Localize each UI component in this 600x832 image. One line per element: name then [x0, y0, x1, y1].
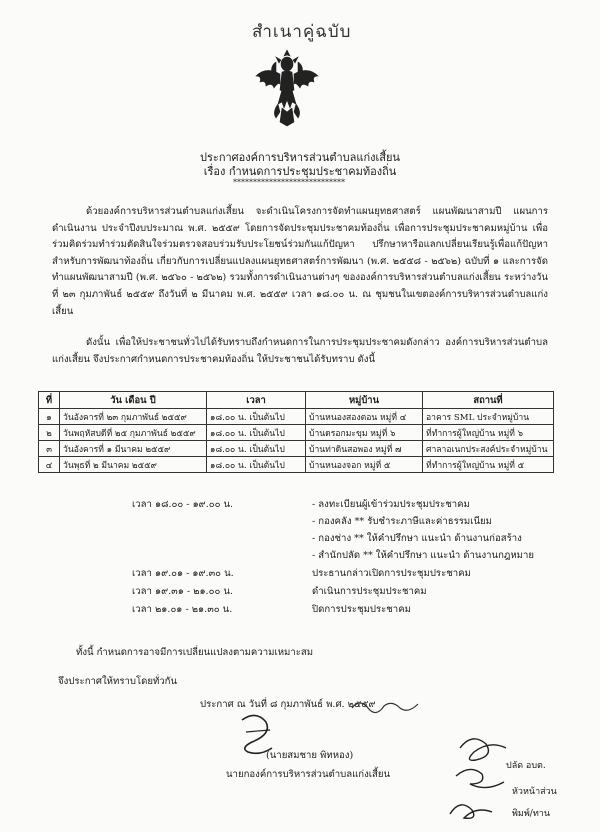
header-cell: หมู่บ้าน [306, 392, 423, 409]
table-cell: บ้านท่าดินสอพอง หมู่ที่ ๗ [306, 441, 423, 457]
signatory-position: นายกองค์การบริหารส่วนตำบลแก่งเสี้ยน [226, 769, 391, 780]
program-time: เวลา ๑๘.๐๐ - ๑๙.๐๐ น. [132, 499, 234, 510]
table-row [39, 441, 554, 457]
program-time: เวลา ๒๑.๐๑ - ๒๑.๓๐ น. [132, 604, 233, 615]
table-cell: ๑๘.๐๐ น. เป็นต้นไป [207, 457, 306, 473]
table-cell: ๑๘.๐๐ น. เป็นต้นไป [207, 409, 306, 425]
signatory-name: (นายสมชาย พิทหอง) [266, 750, 354, 761]
margin-note: พิมพ์/ทาน [512, 809, 550, 819]
table-cell: บ้านดรอกมะขุม หมู่ที่ ๖ [306, 425, 423, 441]
program-item: - ลงทะเบียนผู้เข้าร่วมประชุมประชาคม [312, 499, 470, 510]
heading-divider: **************************** [233, 178, 345, 187]
table-row [39, 457, 554, 473]
table-row [39, 425, 554, 441]
table-cell: ๒ [39, 425, 60, 441]
announced-date: ประกาศ ณ วันที่ ๘ กุมภาพันธ์ พ.ศ. ๒๕๕๙ [200, 699, 376, 710]
announcement-subject: เรื่อง กำหนดการประชุมประชาคมท้องถิ่น [203, 165, 397, 178]
table-cell: ๑๘.๐๐ น. เป็นต้นไป [207, 425, 306, 441]
program-item: - กองช่าง ** ให้คำปรึกษา แนะนำ ด้านงานก่อสร้าง [312, 533, 522, 544]
table-cell: บ้านหนองจอก หมู่ที่ ๕ [306, 457, 423, 473]
table-cell: ๔ [39, 457, 60, 473]
table-cell: ที่ทำการผู้ใหญ่บ้าน หมู่ที่ ๖ [423, 425, 554, 441]
garuda-emblem-icon [252, 46, 322, 130]
header-cell: วัน เดือน ปี [60, 392, 207, 409]
notice-paragraph: ดังนั้น เพื่อให้ประชาชนทั่วไปได้รับทราบถึงกำหนดการในการประชุมประชาคมดังกล่าว องค์การบริหารส่วนตำบลแก่งเสี้ยน จึงประกาศกำหนดการประชาคมท้องถิ่น ให้ประชาชนได้รับทราบ ดังนี้ [52, 337, 548, 365]
table-header-row [39, 392, 554, 409]
table-cell: วันอังคารที่ ๒๓ กุมภาพันธ์ ๒๕๕๙ [60, 409, 207, 425]
program-item: ดำเนินการประชุมประชาคม [312, 586, 427, 597]
table-cell: บ้านหนองสองตอน หมู่ที่ ๔ [306, 409, 423, 425]
schedule-table [38, 391, 554, 473]
program-item: - สำนักปลัด ** ให้คำปรึกษา แนะนำ ด้านงานกฎหมาย [312, 550, 535, 561]
margin-note: หัวหน้าส่วน [512, 787, 557, 797]
date-handwriting-icon [350, 694, 420, 718]
program-item: - กองคลัง ** รับชำระภาษีและค่าธรรมเนียม [312, 516, 492, 527]
header-cell: สถานที่ [423, 392, 554, 409]
copy-stamp: สำเนาคู่ฉบับ [252, 22, 352, 42]
header-cell: เวลา [207, 392, 306, 409]
table-cell: วันพุธที่ ๒ มีนาคม ๒๕๕๙ [60, 457, 207, 473]
table-cell: วันพฤหัสบดีที่ ๒๕ กุมภาพันธ์ ๒๕๕๙ [60, 425, 207, 441]
program-time: เวลา ๑๙.๓๑ - ๒๑.๐๐ น. [132, 586, 233, 597]
table-cell: ศาลาอเนกประสงค์ประจำหมู่บ้าน [423, 441, 554, 457]
closing-note: ทั้งนี้ กำหนดการอาจมีการเปลี่ยนแปลงตามความเหมาะสม [76, 647, 314, 658]
margin-note: ปลัด อบต. [506, 761, 546, 771]
table-cell: ๓ [39, 441, 60, 457]
announcement-title: ประกาศองค์การบริหารส่วนตำบลแก่งเสี้ยน [200, 151, 400, 164]
program-item: ปิดการประชุมประชาคม [312, 604, 411, 615]
table-cell: ๑๘.๐๐ น. เป็นต้นไป [207, 441, 306, 457]
table-row [39, 409, 554, 425]
table-cell: ที่ทำการผู้ใหญ่บ้าน หมู่ที่ ๕ [423, 457, 554, 473]
table-cell: ๑ [39, 409, 60, 425]
closing-inform: จึงประกาศให้ทราบโดยทั่วกัน [58, 676, 178, 687]
table-cell: วันอังคารที่ ๑ มีนาคม ๒๕๕๙ [60, 441, 207, 457]
program-item: ประธานกล่าวเปิดการประชุมประชาคม [312, 568, 471, 579]
header-cell: ที่ [39, 392, 60, 409]
intro-paragraph: ด้วยองค์การบริหารส่วนตำบลแก่งเสี้ยน จะดำเนินโครงการจัดทำแผนยุทธศาสตร์ แผนพัฒนาสามปี แผนการดำเนินงาน ประจำปีงบประมาณ พ.ศ. ๒๕๕๙ โดยการจัดประชุมประชาคมท้องถิ่น เพื่อการประชุมประชาคมหมู่บ้าน เพื่อร่วมคิดร่วมทำร่วมตัดสินใจร่วมตรวจสอบร่วมรับประโยชน์ร่วมกันแก้ปัญหา ปรึกษาหารือแลกเปลี่ยนเรียนรู้เพื่อแก้ปัญหาสำหรับการพัฒนาท้องถิ่น เกี่ยวกับการเปลี่ยนแปลงแผนยุทธศาสตร์การพัฒนา (พ.ศ. ๒๕๕๘ - ๒๕๖๒) ฉบับที่ ๑ และการจัดทำแผนพัฒนาสามปี (พ.ศ. ๒๕๖๐ - ๒๕๖๒) รวมทั้งการดำเนินงานต่างๆ ขององค์การบริหารส่วนตำบลแก่งเสี้ยน ระหว่างวันที่ ๒๓ กุมภาพันธ์ ๒๕๕๙ ถึงวันที่ ๒ มีนาคม พ.ศ. ๒๕๕๙ เวลา ๑๘.๐๐ น. ณ ชุมชนในเขตองค์การบริหารส่วนตำบลแก่งเสี้ยน [52, 206, 548, 317]
table-cell: อาคาร SML ประจำหมู่บ้าน [423, 409, 554, 425]
program-time: เวลา ๑๙.๐๑ - ๑๙.๓๐ น. [132, 568, 234, 579]
